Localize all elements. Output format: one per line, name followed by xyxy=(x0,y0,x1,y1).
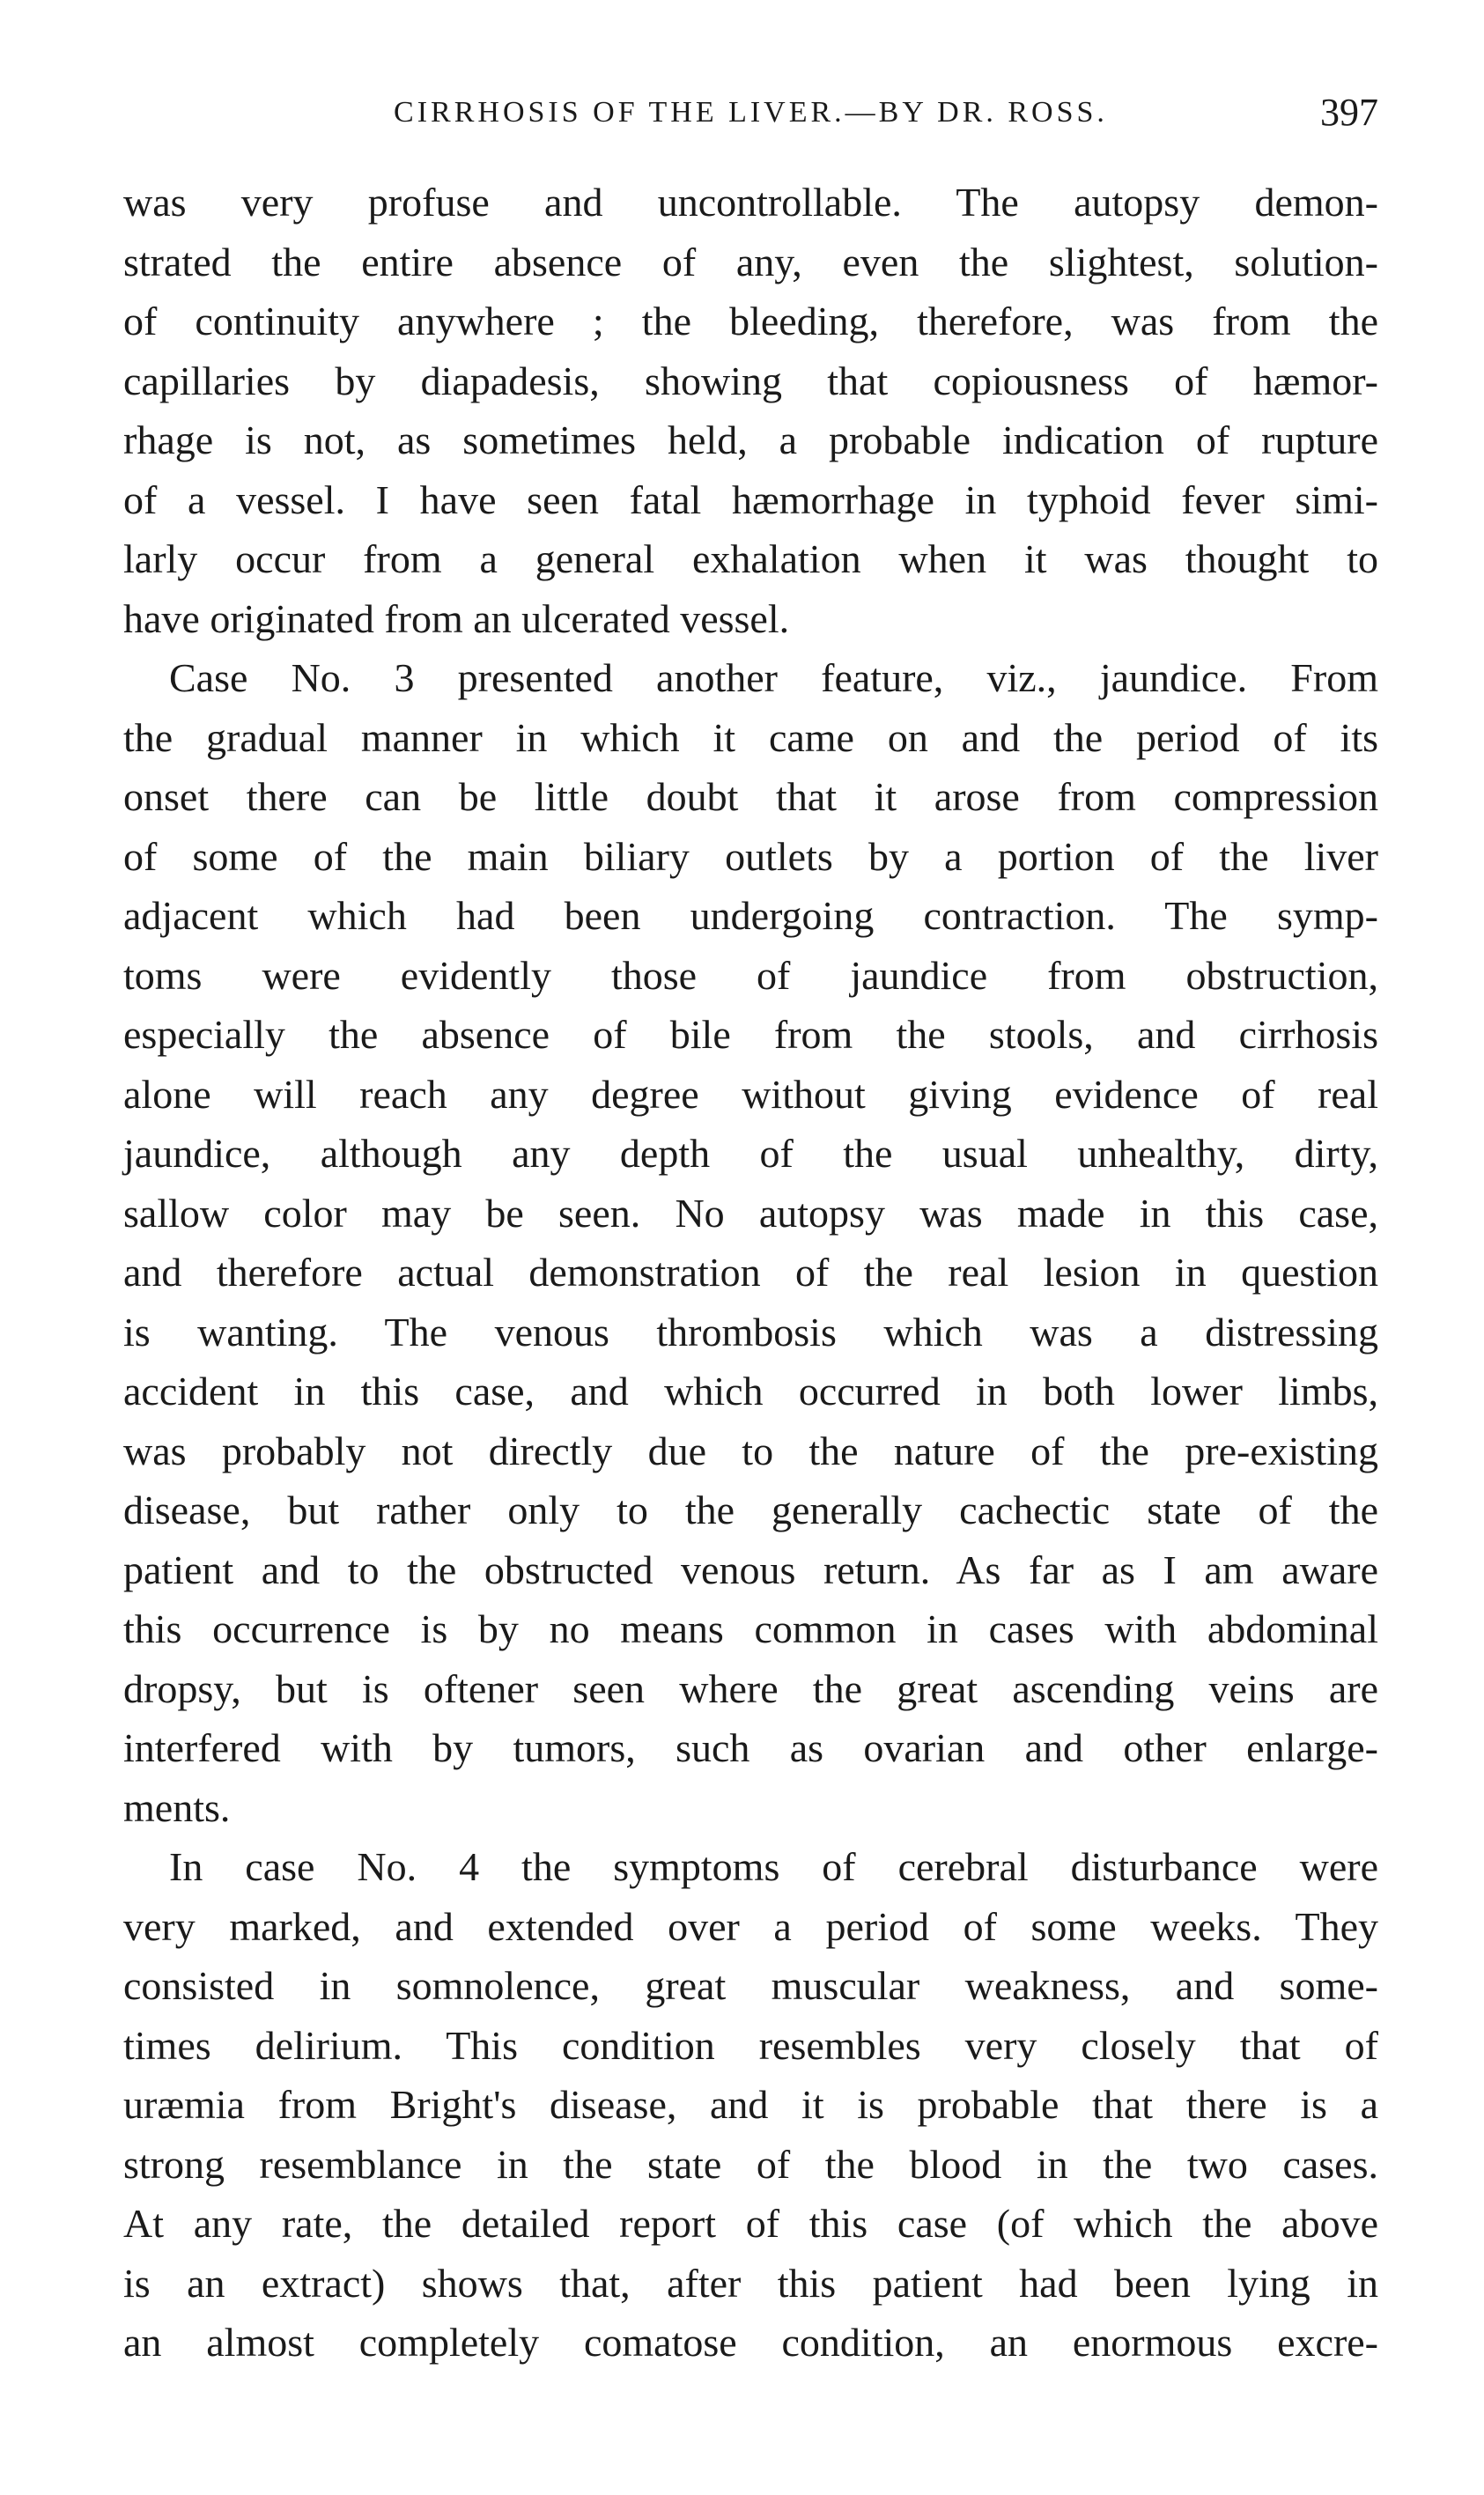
text-line: of some of the main biliary outlets by a portion of the liver xyxy=(123,833,1378,879)
text-line: strated the entire absence of any, even the slightest, solution- xyxy=(123,239,1378,284)
text-line: is wanting. The venous thrombosis which was a distressing xyxy=(123,1309,1378,1355)
text-line: disease, but rather only to the generally cachectic state of the xyxy=(123,1487,1378,1532)
text-line: toms were evidently those of jaundice from obstruction, xyxy=(123,952,1378,998)
text-line: accident in this case, and which occurred in both lower limbs, xyxy=(123,1369,1378,1414)
body-text xyxy=(123,173,1378,2373)
text-line: strong resemblance in the state of the blood in the two cases. xyxy=(123,2141,1378,2187)
text-line: have originated from an ulcerated vessel. xyxy=(123,595,790,641)
text-line: Case No. 3 presented another feature, viz., jaundice. From xyxy=(169,655,1378,700)
running-head xyxy=(123,86,1378,139)
page-number: 397 xyxy=(1320,91,1378,134)
text-line: adjacent which had been undergoing contraction. The symp- xyxy=(123,893,1378,938)
text-line: interfered with by tumors, such as ovarian and other enlarge- xyxy=(123,1725,1378,1770)
text-line: was very profuse and uncontrollable. The autopsy demon- xyxy=(123,180,1378,225)
running-title: CIRRHOSIS OF THE LIVER.—BY DR. ROSS. xyxy=(394,96,1108,129)
text-line: especially the absence of bile from the stools, and cirrhosis xyxy=(123,1012,1378,1057)
text-line: capillaries by diapadesis, showing that copiousness of hæmor- xyxy=(123,358,1378,403)
text-line: very marked, and extended over a period of some weeks. They xyxy=(123,1903,1378,1949)
text-line: this occurrence is by no means common in cases with abdominal xyxy=(123,1606,1378,1651)
text-line: patient and to the obstructed venous return. As far as I am aware xyxy=(123,1546,1378,1592)
text-line: uræmia from Bright's disease, and it is probable that there is a xyxy=(123,2082,1378,2127)
text-line: and therefore actual demonstration of the real lesion in question xyxy=(123,1250,1378,1295)
text-line: of a vessel. I have seen fatal hæmorrhage in typhoid fever simi- xyxy=(123,476,1378,522)
text-line: At any rate, the detailed report of this case (of which the above xyxy=(123,2201,1378,2246)
text-line: alone will reach any degree without giving evidence of real xyxy=(123,1071,1378,1117)
text-line: rhage is not, as sometimes held, a probable indication of rupture xyxy=(123,417,1378,462)
text-line: is an extract) shows that, after this patient had been lying in xyxy=(123,2260,1378,2306)
text-line: of continuity anywhere ; the bleeding, therefore, was from the xyxy=(123,299,1378,343)
text-line: In case No. 4 the symptoms of cerebral disturbance were xyxy=(169,1844,1378,1889)
text-line: consisted in somnolence, great muscular weakness, and some- xyxy=(123,1963,1378,2008)
text-line: ments. xyxy=(123,1784,231,1830)
text-line: the gradual manner in which it came on and the period of its xyxy=(123,714,1378,760)
text-line: times delirium. This condition resembles very closely that of xyxy=(123,2022,1378,2068)
text-line: onset there can be little doubt that it arose from compression xyxy=(123,774,1378,819)
text-line: was probably not directly due to the nature of the pre-existing xyxy=(123,1428,1378,1473)
text-line: larly occur from a general exhalation when it was thought to xyxy=(123,536,1378,581)
text-line: an almost completely comatose condition, an enormous excre- xyxy=(123,2320,1378,2365)
text-line: dropsy, but is oftener seen where the great ascending veins are xyxy=(123,1665,1378,1711)
text-line: jaundice, although any depth of the usual unhealthy, dirty, xyxy=(123,1131,1378,1176)
text-line: sallow color may be seen. No autopsy was made in this case, xyxy=(123,1190,1378,1236)
